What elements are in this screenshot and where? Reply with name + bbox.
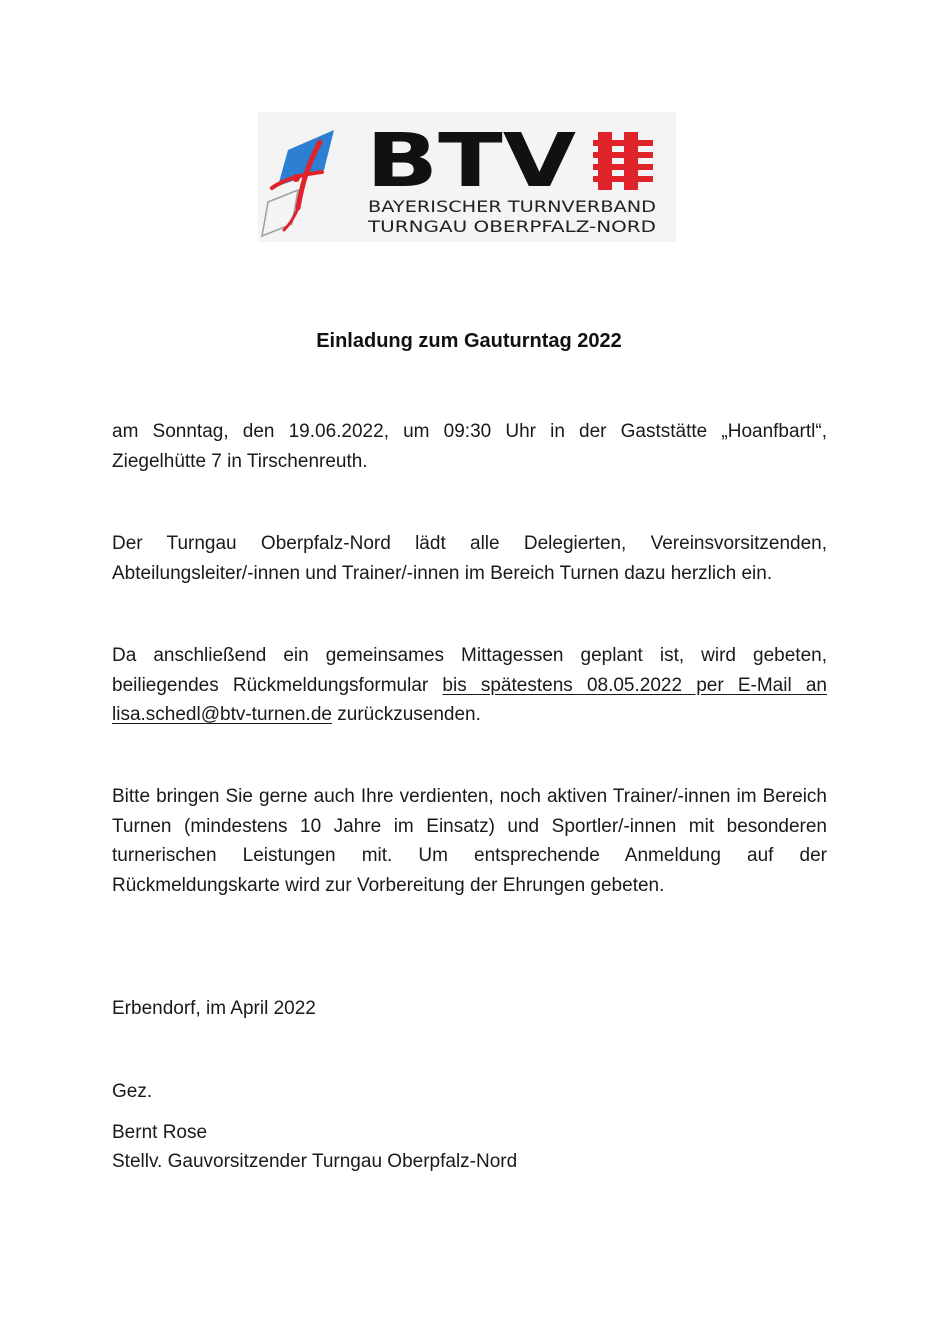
paragraph-text: zurückzusenden. [331, 704, 481, 725]
page-title: Einladung zum Gauturntag 2022 [316, 330, 622, 352]
gymnast-emblem-icon [262, 130, 334, 236]
paragraph-text: Bitte bringen Sie gerne auch Ihre verdienten, noch aktiven Trainer/-innen im Bereich Turnen (mindestens 10 Jahre im Einsatz) und Sportler/-innen mit besonderen turnerischen Leistungen mit. Um entsprechende Anmeldung auf der Rückmeldungskarte wird zur Vorbereitung der Ehrungen gebeten. [112, 786, 827, 896]
paragraph-invitation [112, 529, 827, 588]
signature-gez: Gez. [112, 1081, 153, 1102]
place-date: Erbendorf, im April 2022 [112, 998, 316, 1019]
btv-logo [258, 112, 676, 242]
registration-deadline-email-link[interactable]: bis spätestens 08.05.2022 per E-Mail an lisa.schedl@btv-turnen.de [112, 674, 827, 725]
paragraph-text: Der Turngau Oberpfalz-Nord lädt alle Delegierten, Vereinsvorsitzenden, Abteilungsleiter/-innen und Trainer/-innen im Bereich Turnen dazu herzlich ein. [112, 533, 827, 584]
paragraph-text: am Sonntag, den 19.06.2022, um 09:30 Uhr in der Gaststätte „Hoanfbartl“, Ziegelhütte 7 in Tirschenreuth. [112, 421, 827, 472]
turnerkreuz-icon [593, 132, 653, 190]
paragraph-honors [112, 782, 827, 900]
logo-line2: TURNGAU OBERPFALZ-NORD [366, 217, 656, 236]
paragraph-date-location [112, 417, 827, 476]
signature-role: Stellv. Gauvorsitzender Turngau Oberpfalz-Nord [112, 1151, 518, 1172]
signature-name: Bernt Rose [112, 1122, 208, 1143]
logo-line1: BAYERISCHER TURNVERBAND [368, 197, 656, 216]
paragraph-text: Da anschließend ein gemeinsames Mittagessen geplant ist, wird gebeten, beiliegendes Rückmeldungsformular [112, 645, 827, 696]
logo-abbreviation: BTV [366, 118, 576, 204]
paragraph-registration [112, 641, 827, 730]
